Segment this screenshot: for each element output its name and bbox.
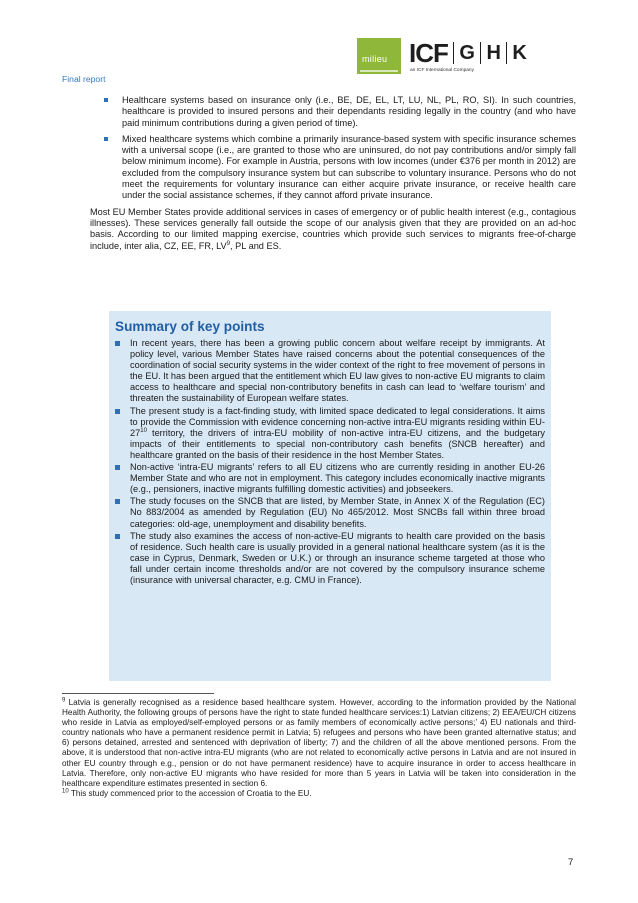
- summary-point-5: The study also examines the access of non-active-EU migrants to health care provided on the basis of residence. Such health care is usually provided in a general national healthcare system (as it is the case in Cyprus, Denmark, Sweden or U.K.) or through an insurance scheme targeted at those who fall under certain income thresholds and/or are not covered by the compulsory insurance scheme (insurance with universal character, e.g. CMU in France).: [130, 530, 545, 585]
- footnote-10-text: This study commenced prior to the accession of Croatia to the EU.: [68, 788, 312, 798]
- summary-list: [115, 338, 545, 586]
- list-item: [90, 134, 576, 202]
- bullet-text: Healthcare systems based on insurance only (i.e., BE, DE, EL, LT, LU, NL, PL, RO, SI). In such countries, healthcare is provided to insured persons and their dependants residing legally in the country (and who have paid minimum contributions during a given period of time).: [122, 95, 576, 128]
- footnote-10-number: 10: [62, 788, 69, 795]
- logo-letter-g: G: [459, 42, 475, 64]
- logo-separator: [453, 42, 455, 64]
- summary-point-3: Non-active ‘intra-EU migrants’ refers to all EU citizens who are currently residing in another EU-26 Member State and who are not in employment. This category includes economically inactive migrants (e.g., pensioners, inactive migrants fulfilling domestic activities) and jobseekers.: [130, 462, 545, 495]
- logo-tagline: an ICF International Company: [410, 68, 474, 73]
- icf-logo-text: ICF: [409, 38, 448, 68]
- bullet-text: Mixed healthcare systems which combine a primarily insurance-based system with specific insurance schemes with a universal scope (i.e., are granted to those who are uninsured, do not pay contributions and/or simply fall below minimum income). For example in Austria, persons with low incomes (under €376 per month in 2012) are excluded from the compulsory insurance system but can subscribe to voluntary insurance. Persons who do not meet the requirements for voluntary insurance can either acquire private insurance, or receive health care under the social assistance schemes, if they cannot afford private insurance.: [122, 133, 576, 201]
- bullet-square-icon: [104, 137, 108, 141]
- footnote-9-number: 9: [62, 697, 66, 704]
- bullet-square-icon: [115, 534, 120, 539]
- logo-letter-h: H: [486, 42, 501, 64]
- bullet-list: [90, 95, 576, 202]
- paragraph: [90, 207, 576, 252]
- logo-separator: [480, 42, 482, 64]
- header-label: Final report: [62, 74, 106, 84]
- footnote-9-text: Latvia is generally recognised as a residence based healthcare system. However, according to the information provided by the National Health Authority, the following groups of persons have the right to state funded healthcare services:1) Latvian citizens; 2) EEA/EU/CH citizens who reside in Latvia as employed/self-employed persons or as family members of economically active persons;’ 4) EU nationals and third-country nationals who have a permanent residence permit in Latvia; 5) refugees and persons who have been granted alternative status; and 6) persons detained, arrested and sentenced with deprivation of liberty; 7) and the children of all the above mentioned persons. From the above, it is understood that non-active intra-EU migrants (who are not related to economically active persons in Latvia and are not insured in other EU country through e.g., pension or do not have permanent residence) have to acquire insurance in order to access healthcare in Latvia. Therefore, only non-active EU migrants who have resided for more than 5 years in Latvia will be taken into consideration in the healthcare expenditure estimates presented in section 6.: [62, 698, 576, 788]
- body-text: [90, 95, 576, 252]
- logo-letter-k: K: [512, 42, 527, 64]
- list-item: [115, 462, 545, 495]
- footnote-10: [62, 789, 576, 799]
- list-item: [115, 531, 545, 586]
- page-number: 7: [568, 857, 574, 868]
- milieu-logo-underline: [360, 70, 398, 72]
- bullet-square-icon: [115, 341, 120, 346]
- bullet-square-icon: [115, 499, 120, 504]
- summary-point-2: The present study is a fact-finding study, with limited space dedicated to legal considerations. It aims to provide the Commission with evidence concerning non-active intra-EU migrants residing within EU-27: [130, 405, 545, 438]
- bullet-square-icon: [115, 409, 120, 414]
- summary-point-4: The study focuses on the SNCB that are listed, by Member State, in Annex X of the Regulation (EC) No 883/2004 as amended by Regulation (EU) No 465/2012. Most SNCBs fall within three broad categories: old-age, unemployment and disability benefits.: [130, 496, 545, 529]
- paragraph-text-end: , PL and ES.: [230, 240, 282, 251]
- footnote-divider: [62, 693, 214, 694]
- milieu-logo: [357, 38, 401, 74]
- icf-ghk-logo: [409, 40, 527, 66]
- list-item: [115, 338, 545, 405]
- summary-point-2-end: territory, the drivers of intra-EU mobility of non-active intra-EU citizens, and the budgetary impacts of their entitlements to special non-contributory cash benefits (SNCB hereafter) and healthcare granted on the basis of their residence in the host Member States.: [130, 427, 545, 460]
- list-item: [115, 496, 545, 529]
- milieu-logo-text: milieu: [362, 54, 388, 64]
- list-item: [90, 95, 576, 129]
- summary-box: [109, 311, 551, 681]
- paragraph-text: Most EU Member States provide additional services in cases of emergency or of public health interest (e.g., contagious illnesses). These services generally fall outside the scope of our analysis given that they are provided on an ad-hoc basis. According to our limited mapping exercise, countries which provide such services to migrants free-of-charge include, inter alia, CZ, EE, FR, LV: [90, 206, 576, 251]
- footnotes: [62, 698, 576, 799]
- list-item: [115, 406, 545, 461]
- footnote-9: [62, 698, 576, 789]
- summary-title: Summary of key points: [115, 319, 265, 334]
- footnote-ref-10[interactable]: 10: [140, 427, 147, 434]
- bullet-square-icon: [104, 98, 108, 102]
- logo-separator: [506, 42, 508, 64]
- footnote-ref-9[interactable]: 9: [226, 240, 231, 247]
- bullet-square-icon: [115, 465, 120, 470]
- summary-point-1: In recent years, there has been a growing public concern about welfare receipt by immigrants. At policy level, various Member States have raised concerns about the potential consequences of the coordination of social security systems in the wider context of the right to free movement of persons in the EU. It has been argued that the entitlement which EU law gives to non-active EU migrants to claim access to healthcare and special non-contributory benefits in cash can lead to ‘welfare tourism’ and threaten the sustainability of European welfare states.: [130, 338, 545, 404]
